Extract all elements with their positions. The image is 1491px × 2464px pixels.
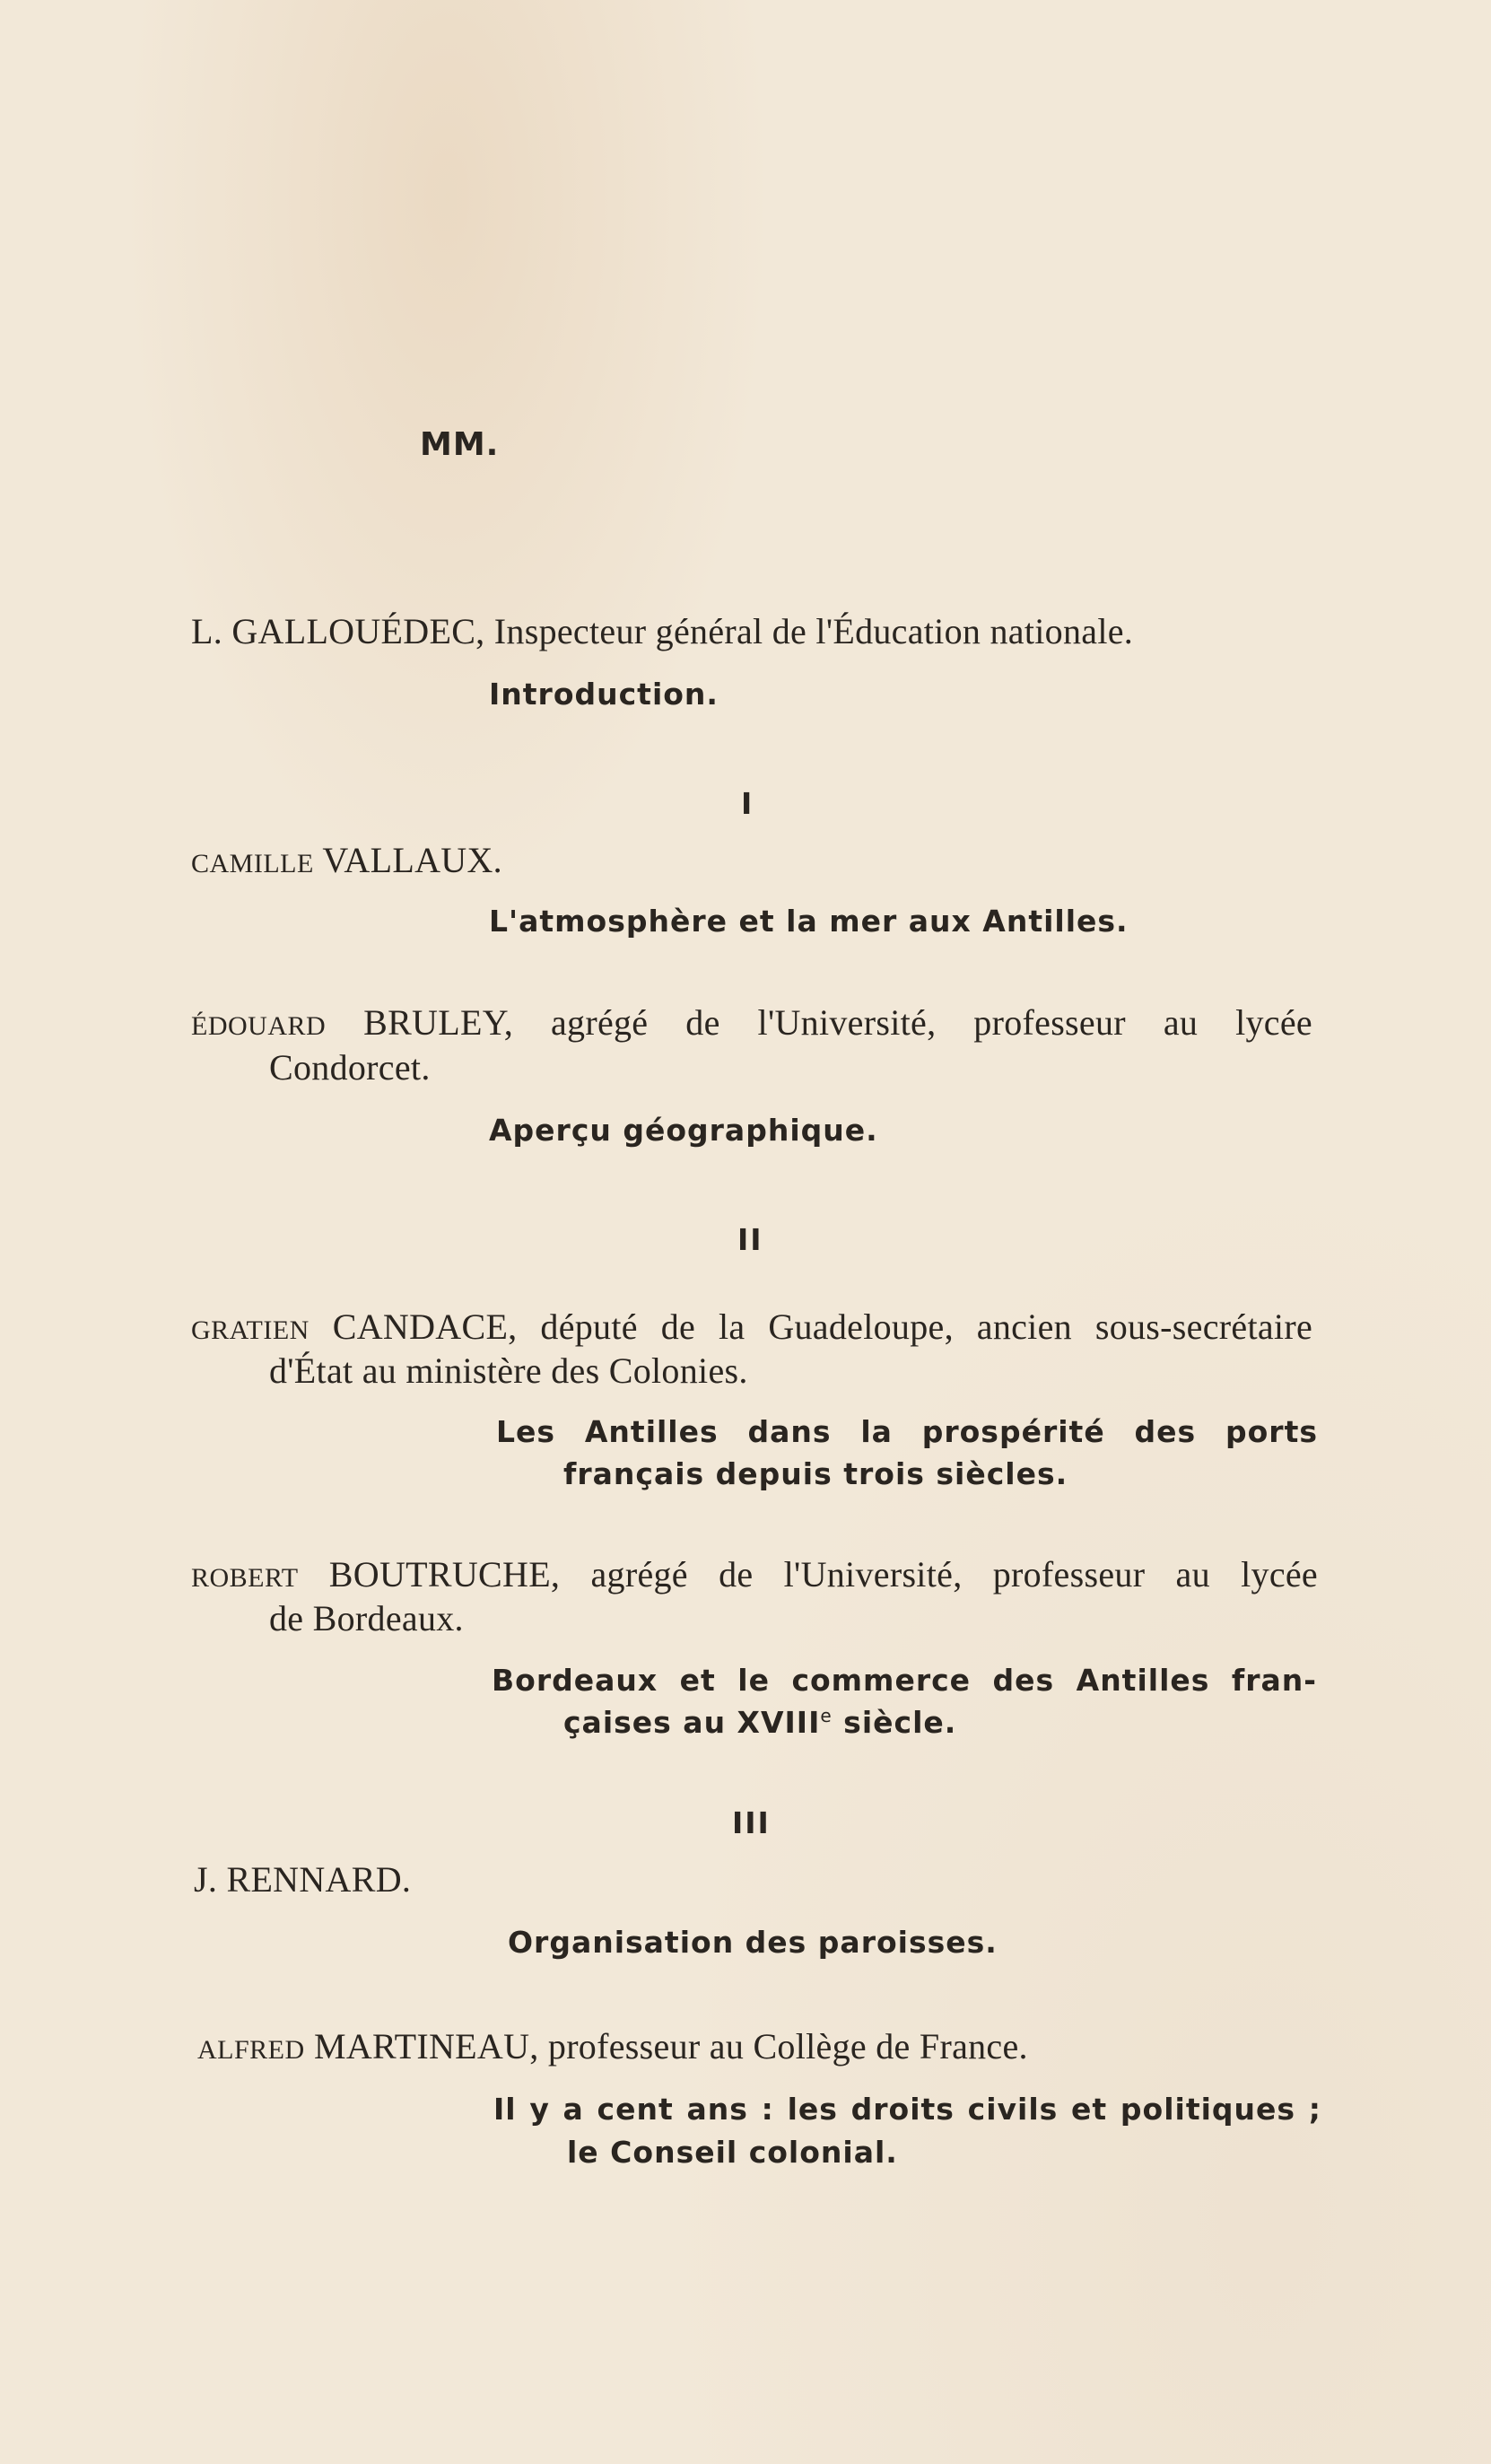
author-entry: [191, 1306, 1312, 1348]
author-last-name: VALLAUX.: [322, 840, 502, 880]
author-first-name: GRATIEN: [191, 1315, 310, 1345]
contribution-title-continued: le Conseil colonial.: [567, 2135, 898, 2170]
salutation: MM.: [420, 426, 500, 463]
contribution-title: Il y a cent ans : les droits civils et politiques ;: [493, 2092, 1321, 2127]
author-entry: J. RENNARD.: [194, 1859, 412, 1900]
author-entry: [191, 1553, 1318, 1595]
author-entry: [197, 2025, 1028, 2067]
author-affiliation: agrégé de l'Université, professeur au lycée: [590, 1554, 1318, 1595]
section-numeral-2: II: [737, 1222, 763, 1257]
contribution-title-continued: [563, 1705, 956, 1740]
author-affiliation: député de la Guadeloupe, ancien sous-secrétaire: [540, 1306, 1312, 1347]
author-affiliation-continued: de Bordeaux.: [269, 1598, 464, 1638]
author-affiliation: professeur au Collège de France.: [547, 2026, 1028, 2066]
contribution-title: Les Antilles dans la prospérité des ports: [496, 1414, 1318, 1449]
author-affiliation: agrégé de l'Université, professeur au lycée: [550, 1002, 1312, 1043]
author-last-name: BOUTRUCHE,: [328, 1554, 561, 1595]
author-last-name: BRULEY,: [363, 1002, 514, 1043]
contribution-title: Organisation des paroisses.: [508, 1925, 998, 1960]
author-affiliation-continued: Condorcet.: [269, 1047, 431, 1088]
contribution-title: Aperçu géographique.: [489, 1113, 878, 1148]
section-numeral-1: I: [741, 786, 754, 821]
author-first-name: ALFRED: [197, 2035, 305, 2065]
intro-author-line: L. GALLOUÉDEC, Inspecteur général de l'Éducation nationale.: [191, 611, 1134, 651]
intro-title: Introduction.: [489, 677, 719, 712]
author-first-name: ÉDOUARD: [191, 1011, 327, 1041]
contribution-title-continued: français depuis trois siècles.: [563, 1456, 1068, 1491]
author-first-name: CAMILLE: [191, 849, 314, 878]
title-superscript: e: [820, 1705, 833, 1726]
contribution-title: L'atmosphère et la mer aux Antilles.: [489, 904, 1129, 939]
author-first-name: ROBERT: [191, 1563, 299, 1593]
section-numeral-3: III: [732, 1805, 771, 1840]
title-text: siècle.: [832, 1705, 957, 1740]
author-last-name: CANDACE,: [332, 1306, 518, 1347]
author-entry: [191, 839, 502, 881]
author-entry: [191, 1001, 1312, 1044]
author-affiliation-continued: d'État au ministère des Colonies.: [269, 1350, 748, 1391]
title-text: çaises au XVIII: [563, 1705, 821, 1740]
contribution-title: Bordeaux et le commerce des Antilles fran-: [492, 1663, 1317, 1698]
author-last-name: MARTINEAU,: [314, 2026, 539, 2066]
